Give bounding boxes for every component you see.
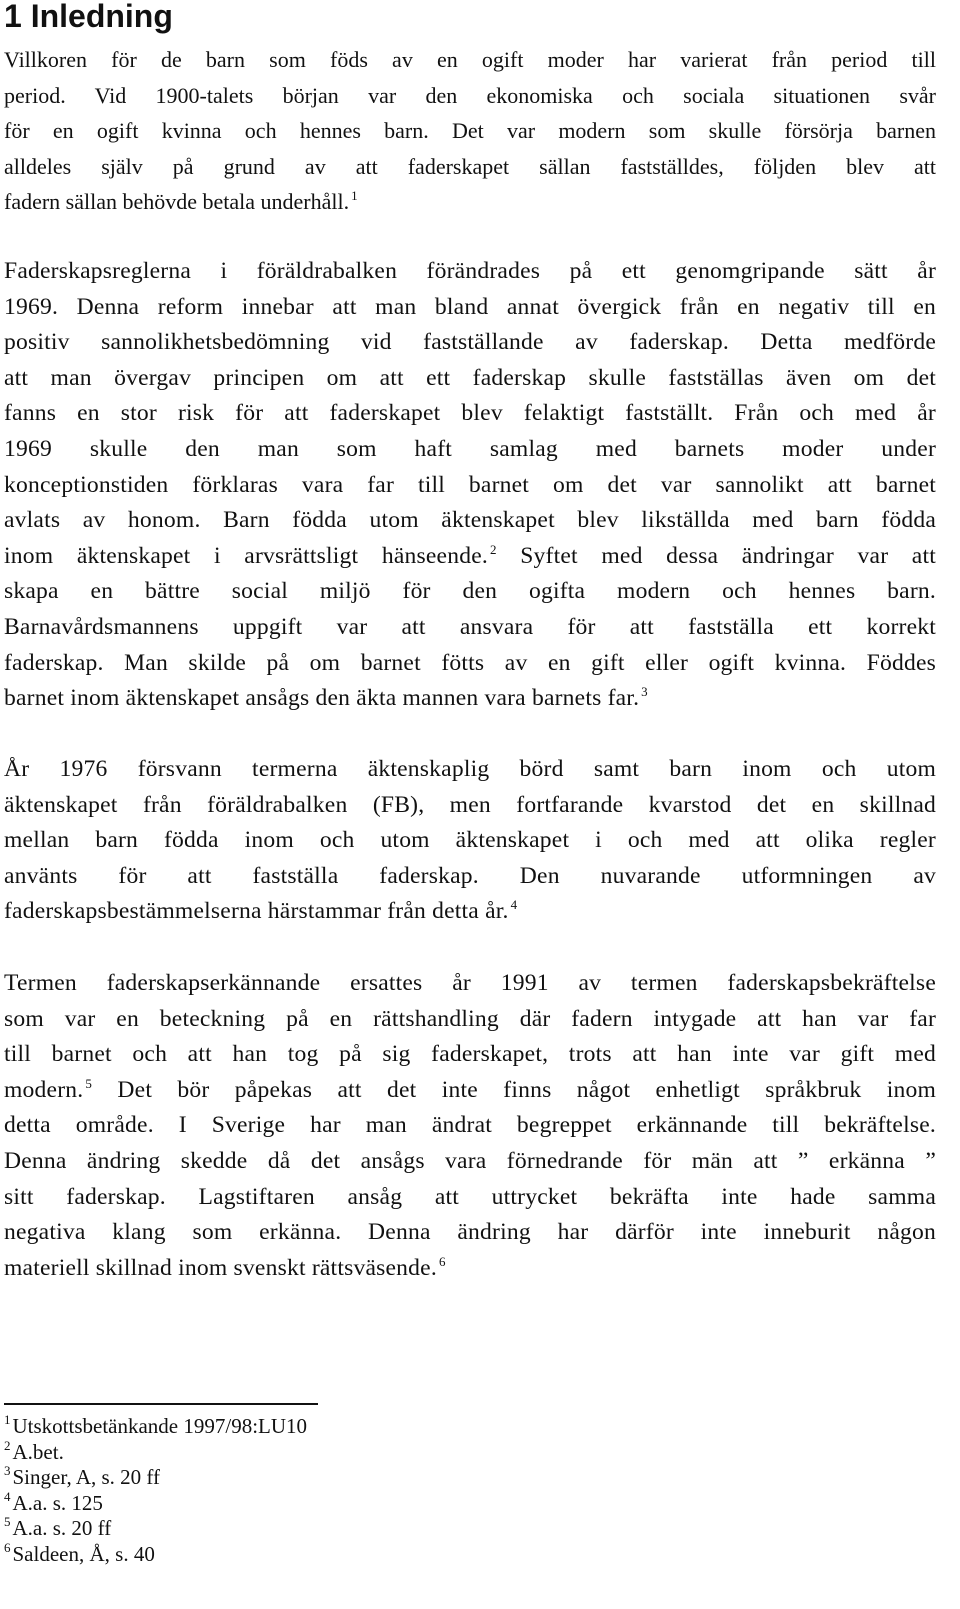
paragraph-line [4, 184, 936, 220]
footnote-text: Singer, A, s. 20 ff [12, 1465, 161, 1489]
paragraph-line [4, 894, 936, 930]
paragraph-line: mellan barn födda inom och utom äktenskapet i och med att olika regler [4, 827, 936, 854]
line-text: barnet inom äktenskapet ansågs den äkta mannen vara barnets far. [4, 685, 640, 712]
paragraph-line: Denna ändring skedde då det ansågs vara förnedrande för män att ” erkänna ” [4, 1147, 936, 1174]
footnote-divider [4, 1403, 318, 1405]
footnote-ref: 6 [438, 1253, 446, 1269]
paragraph-2 [4, 254, 936, 724]
paragraph-4 [4, 966, 936, 1286]
footnote-number: 6 [4, 1539, 11, 1555]
paragraph-line: för en ogift kvinna och hennes barn. Det var modern som skulle försörja barnen [4, 118, 936, 144]
footnote-text: A.a. s. 20 ff [12, 1516, 112, 1540]
line-text: materiell skillnad inom svenskt rättsväsende. [4, 1254, 437, 1281]
footnote-item [4, 1414, 307, 1440]
paragraph-line: Termen faderskapserkännande ersattes år 1991 av termen faderskapsbekräftelse [4, 970, 936, 996]
paragraph-line: Villkoren för de barn som föds av en ogift moder har varierat från period till [4, 47, 936, 72]
footnote-text: Saldeen, Å, s. 40 [12, 1541, 155, 1566]
line-text: faderskapsbestämmelserna härstammar från detta år. [4, 898, 509, 925]
paragraph-line: Barnavårdsmannens uppgift var att ansvara för att fastställa ett korrekt [4, 613, 936, 640]
footnote-text: A.a. s. 125 [12, 1490, 103, 1515]
paragraph-3 [4, 752, 936, 937]
footnote-item [4, 1516, 307, 1542]
line-text: fadern sällan behövde betala underhåll. [4, 189, 350, 215]
footnote-item [4, 1465, 307, 1491]
paragraph-line [4, 1251, 936, 1287]
paragraph-line: positiv sannolikhetsbedömning vid fastställande av faderskap. Detta medförde [4, 329, 936, 356]
paragraph-line: konceptionstiden förklaras vara far till barnet om det var sannolikt att barnet [4, 471, 936, 498]
footnote-list [4, 1414, 307, 1567]
paragraph-line: negativa klang som erkänna. Denna ändring har därför inte inneburit någon [4, 1219, 936, 1246]
footnote-number: 2 [4, 1437, 11, 1453]
footnote-number: 1 [4, 1412, 11, 1427]
line-text: Det bör påpekas att det inte finns något enhetligt språkbruk inom [92, 1076, 936, 1103]
paragraph-line: att man övergav principen om att ett faderskap skulle fastställas även om det [4, 364, 936, 391]
paragraph-line [4, 681, 936, 717]
line-text: inom äktenskapet i arvsrättsligt hänseende. [4, 542, 488, 569]
footnote-ref: 2 [489, 541, 497, 557]
paragraph-line: äktenskapet från föräldrabalken (FB), men fortfarande kvarstod det en skillnad [4, 791, 936, 818]
paragraph-line: period. Vid 1900-talets början var den ekonomiska och sociala situationen svår [4, 82, 936, 108]
footnote-ref: 1 [351, 188, 358, 204]
footnote-text: Utskottsbetänkande 1997/98:LU10 [12, 1414, 308, 1438]
paragraph-line: faderskap. Man skilde på om barnet fötts av en gift eller ogift kvinna. Föddes [4, 649, 936, 676]
paragraph-line: detta område. I Sverige har man ändrat begreppet erkännande till bekräftelse. [4, 1112, 936, 1139]
section-heading: 1 Inledning [4, 0, 173, 34]
paragraph-line: som var en beteckning på en rättshandling där fadern intygade att han var far [4, 1005, 936, 1032]
paragraph-line: alldeles själv på grund av att faderskapet sällan fastställdes, följden blev att [4, 153, 936, 179]
footnote-number: 4 [4, 1488, 11, 1504]
paragraph-line [4, 1073, 936, 1109]
paragraph-line: Faderskapsreglerna i föräldrabalken förändrades på ett genomgripande sätt år [4, 258, 936, 284]
footnote-ref: 4 [510, 897, 518, 913]
footnote-item [4, 1437, 307, 1466]
line-text: Syftet med dessa ändringar var att [496, 542, 936, 569]
line-text: modern. [4, 1076, 84, 1103]
paragraph-line: skapa en bättre social miljö för den ogifta modern och hennes barn. [4, 578, 936, 605]
paragraph-1 [4, 42, 936, 227]
paragraph-line [4, 539, 936, 575]
footnote-item [4, 1488, 307, 1517]
paragraph-line: till barnet och att han tog på sig faderskapet, trots att han inte var gift med [4, 1041, 936, 1068]
paragraph-line: 1969 skulle den man som haft samlag med barnets moder under [4, 435, 936, 462]
footnote-ref: 3 [641, 684, 648, 700]
footnote-number: 5 [4, 1514, 11, 1529]
paragraph-line: använts för att fastställa faderskap. Den nuvarande utformningen av [4, 862, 936, 889]
paragraph-line: sitt faderskap. Lagstiftaren ansåg att uttrycket bekräfta inte hade samma [4, 1183, 936, 1210]
footnote-text: A.bet. [12, 1439, 64, 1464]
paragraph-line: 1969. Denna reform innebar att man bland annat övergick från en negativ till en [4, 293, 936, 320]
footnote-ref: 5 [85, 1075, 93, 1091]
paragraph-line: fanns en stor risk för att faderskapet blev felaktigt fastställt. Från och med år [4, 400, 936, 427]
footnote-item [4, 1539, 307, 1568]
footnote-number: 3 [4, 1463, 11, 1478]
paragraph-line: År 1976 försvann termerna äktenskaplig börd samt barn inom och utom [4, 756, 936, 782]
paragraph-line: avlats av honom. Barn födda utom äktenskapet blev likställda med barn födda [4, 507, 936, 534]
